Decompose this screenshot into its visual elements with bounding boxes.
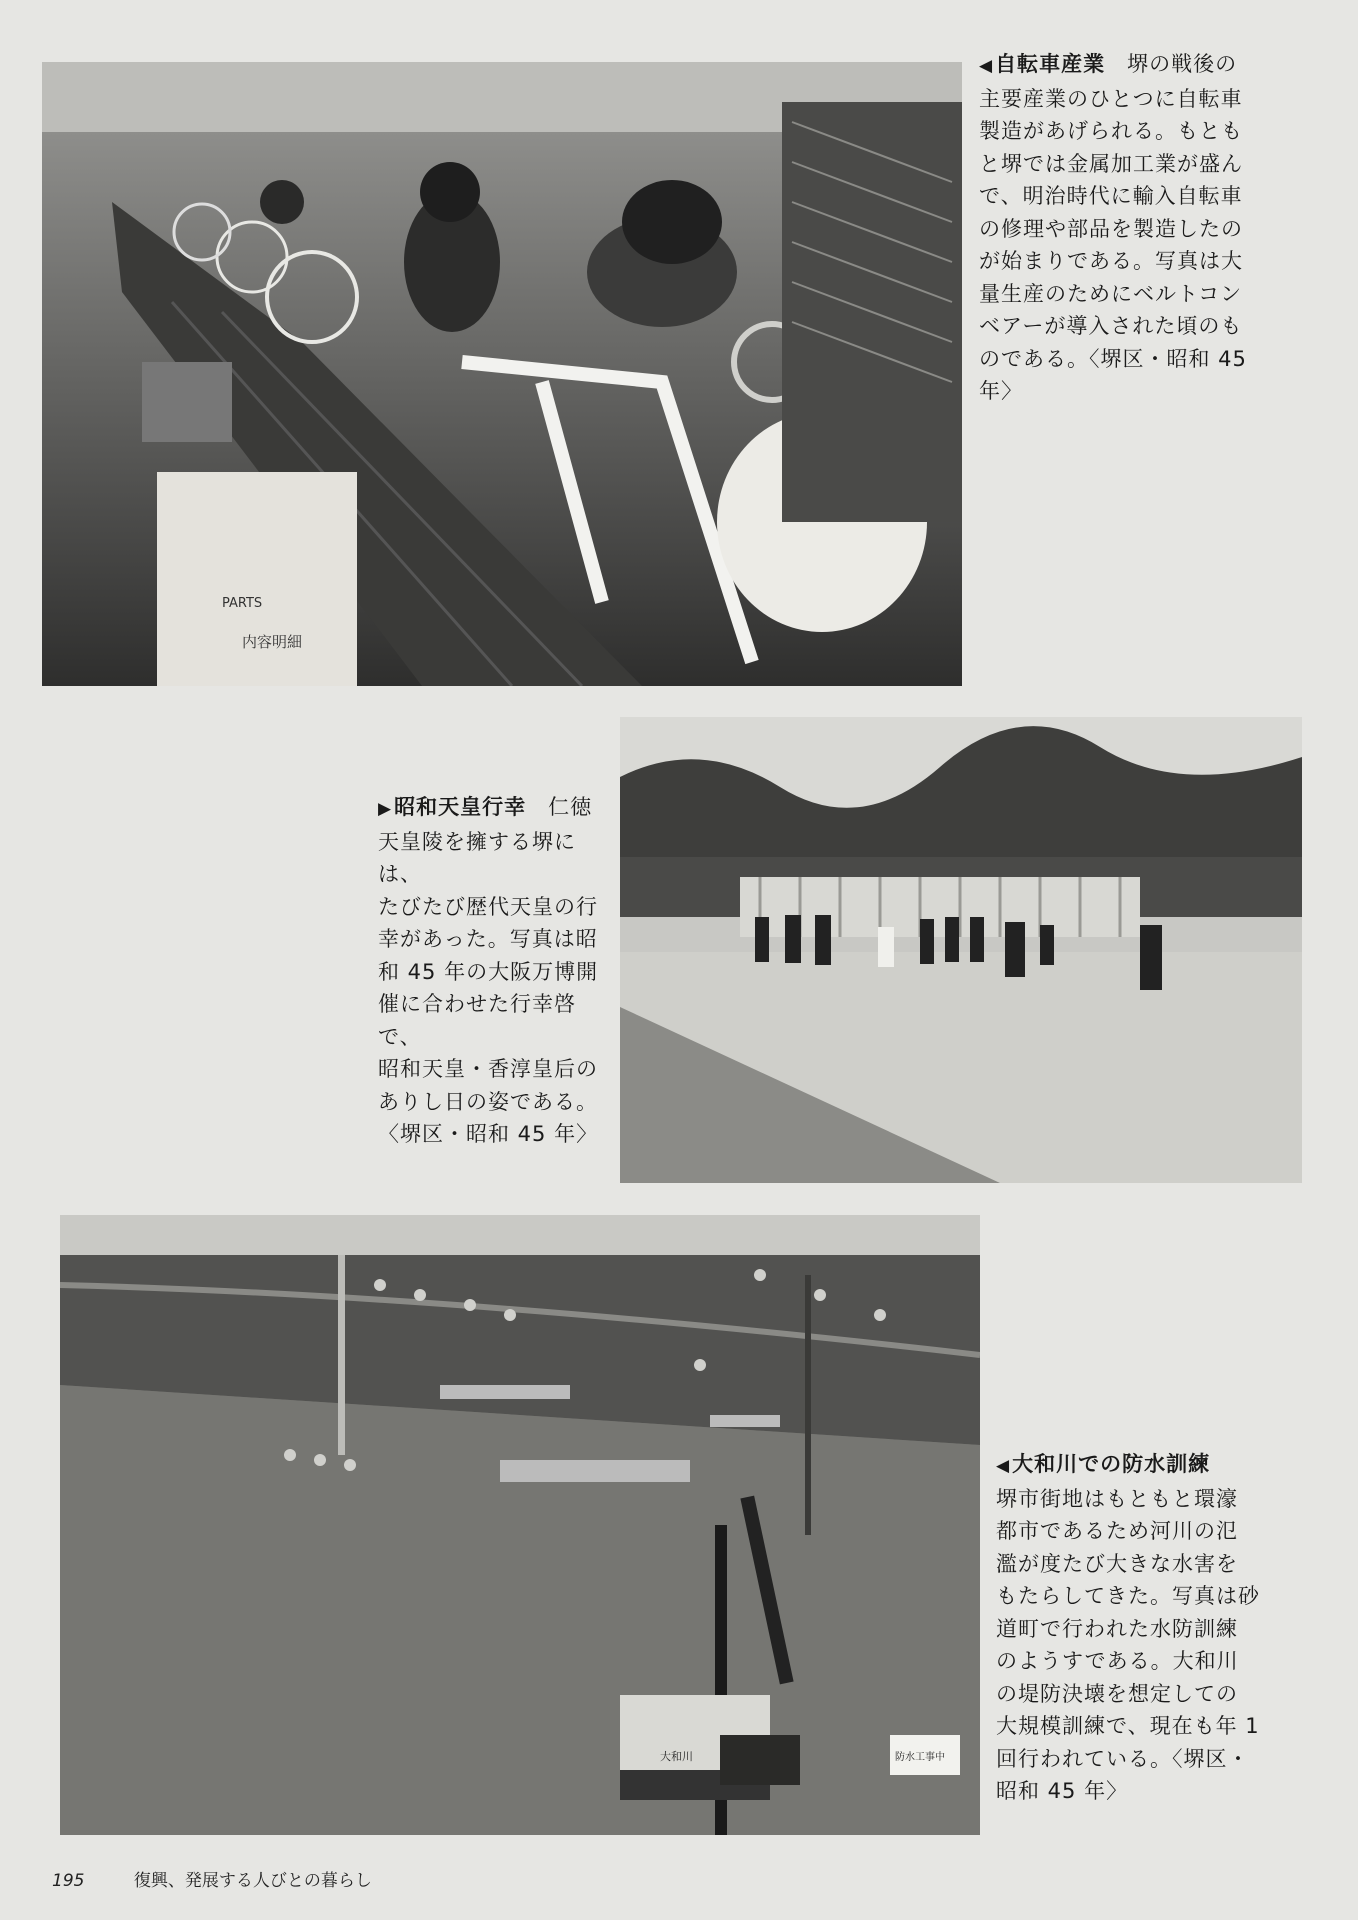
- caption-flood-drill: [996, 1448, 1261, 1808]
- section-title: 復興、発展する人びとの暮らし: [133, 1871, 372, 1891]
- right-arrow-icon: ▶: [378, 799, 393, 819]
- page-number: 195: [52, 1871, 85, 1891]
- caption-body: 堺市街地はもともと環濠 都市であるため河川の氾 濫が度たび大きな水害を もたらしてきた。写真は砂 道町で行われた水防訓練 のようすである。大和川 の堤防決壊を想定しての 大規模訓練で、現在も年 1 回行われている。〈堺区・ 昭和 45 年〉: [996, 1486, 1260, 1803]
- caption-body: 堺の戦後の 主要産業のひとつに自転車 製造があげられる。もとも と堺では金属加工業が盛ん で、明治時代に輸入自転車 の修理や部品を製造したの が始まりである。写真は大 量生産のためにベルトコン ベアーが導入された頃のも のである。〈堺区・昭和 45 年〉: [979, 52, 1247, 403]
- board-sign: 防水工事中: [895, 1752, 945, 1763]
- caption-bicycle-industry: [979, 48, 1261, 408]
- caption-title: 大和川での防水訓練: [1012, 1452, 1211, 1476]
- photo-flood-drill: [60, 1215, 980, 1835]
- left-arrow-icon: ◀: [979, 56, 994, 76]
- left-arrow-icon: ◀: [996, 1456, 1011, 1476]
- box-handwriting: 内容明細: [242, 633, 303, 651]
- photo-imperial-visit: [620, 717, 1302, 1183]
- caption-title: 自転車産業: [995, 52, 1106, 76]
- page-footer: [52, 1866, 372, 1891]
- truck-sign: 大和川: [660, 1750, 693, 1763]
- box-parts-label: PARTS: [222, 596, 263, 611]
- caption-body: 仁徳 天皇陵を擁する堺には、 たびたび歴代天皇の行 幸があった。写真は昭 和 45 年の大阪万博開 催に合わせた行幸啓で、 昭和天皇・香淳皇后の ありし日の姿である。 〈堺区・昭和 45 年〉: [378, 795, 599, 1146]
- caption-title: 昭和天皇行幸: [394, 795, 527, 819]
- caption-imperial-visit: [378, 791, 610, 1151]
- photo-bicycle-factory: [42, 62, 962, 686]
